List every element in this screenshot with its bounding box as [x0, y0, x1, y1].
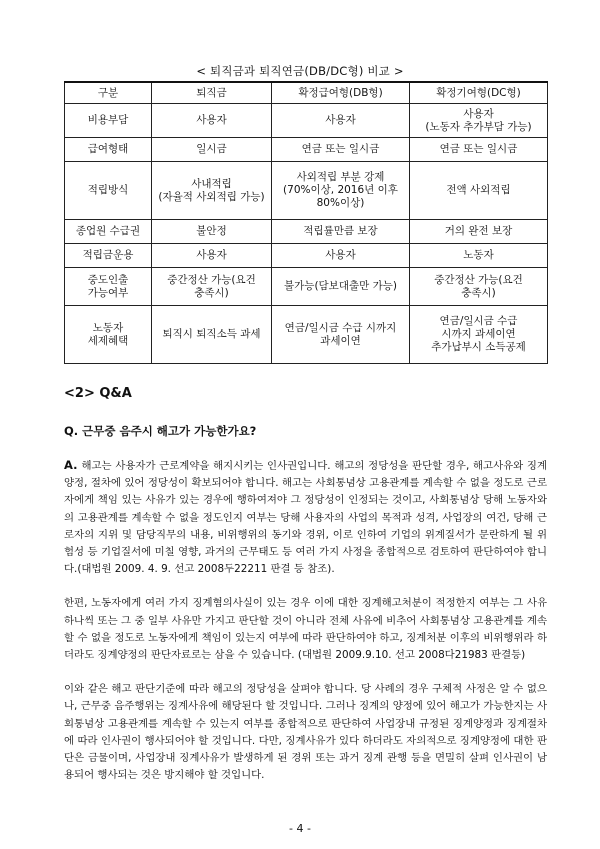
row-label: 적립금운용 [65, 244, 152, 268]
row-label: 중도인출 가능여부 [65, 268, 152, 306]
comparison-table [64, 81, 548, 364]
answer-paragraph [64, 457, 547, 578]
table-cell: 적립률만큼 보장 [272, 220, 410, 244]
table-row [65, 244, 548, 268]
table-cell: 사용자 [152, 104, 272, 138]
table-row [65, 268, 548, 306]
row-label: 노동자 세제혜택 [65, 306, 152, 364]
table-cell: 중간정산 가능(요건 충족시) [410, 268, 548, 306]
answer-label: A. [64, 458, 78, 472]
answer-paragraph: 이와 같은 해고 판단기준에 따라 해고의 정당성을 살펴야 합니다. 당 사례의 경우 구체적 사정은 알 수 없으나, 근무중 음주행위는 징계사유에 해당된다 할 것입니다. 그러나 징계의 양정에 있어 해고가 가능한지는 사회통념상 고용관계를 계속할 수 있는지 여부를 종합적으로 판단하여 사업장내 규정된 징계양정과 징계절차에 따라 인사권이 행사되어야 할 것입니다. 다만, 징계사유가 있다 하더라도 자의적으로 징계양정에 대한 판단은 금물이며, 사업장내 징계사유가 발생하게 된 경위 또는 과거 징계 관행 등을 면밀히 살펴 인사권이 남용되어 행사되는 것은 방지해야 할 것입니다. [64, 683, 547, 782]
answer-paragraph: 한편, 노동자에게 여러 가지 징계혐의사실이 있는 경우 이에 대한 징계해고처분이 적정한지 여부는 그 사유 하나씩 또는 그 중 일부 사유만 가지고 판단할 것이 아니라 전체 사유에 비추어 사회통념상 고용관계를 계속할 수 없을 정도로 노동자에게 책임이 있는지 여부에 따라 판단하여야 하고, 징계처분 이후의 비위행위라 하더라도 징계양정의 판단자료로는 삼을 수 있습니다. (대법원 2009.9.10. 선고 2008다21983 판결등) [64, 597, 547, 662]
table-cell: 사용자 [152, 244, 272, 268]
table-cell: 연금 또는 일시금 [410, 138, 548, 162]
table-cell: 전액 사외적립 [410, 162, 548, 220]
table-caption: < 퇴직금과 퇴직연금(DB/DC형) 비교 > [196, 64, 404, 78]
table-cell: 일시금 [152, 138, 272, 162]
table-cell: 불안정 [152, 220, 272, 244]
table-cell: 사내적립 (자율적 사외적립 가능) [152, 162, 272, 220]
table-header-row [65, 82, 548, 104]
section-title: <2> Q&A [64, 386, 132, 401]
table-cell: 중간정산 가능(요건 충족시) [152, 268, 272, 306]
header-dc-type: 확정기여형(DC형) [410, 82, 548, 104]
table-cell: 사외적립 부분 강제 (70%이상, 2016년 이후 80%이상) [272, 162, 410, 220]
answer-text: 해고는 사용자가 근로계약을 해지시키는 인사권입니다. 해고의 정당성을 판단할 경우, 해고사유와 징계양정, 절차에 있어 정당성이 확보되어야 합니다. 해고는 사회통념상 고용관계를 계속할 수 없을 정도로 근로자에게 책임 있는 사유가 있는 경우에 행하여져야 그 정당성이 인정되는 것이고, 사회통념상 당해 노동자와의 고용관계를 계속할 수 없을 정도인지 여부는 당해 사용자의 사업의 목적과 성격, 사업장의 여건, 당해 근로자의 지위 및 담당직무의 내용, 비위행위의 동기와 경위, 이로 인하여 기업의 위계질서가 문란하게 될 위험성 등 기업질서에 미칠 영향, 과거의 근무태도 등 여러 가지 사정을 종합적으로 검토하여 판단하여야 합니다.(대법원 2009. 4. 9. 선고 2008두22211 판결 등 참조). [64, 460, 547, 576]
table-cell: 연금/일시금 수급 시까지 과세이연 추가납부시 소득공제 [410, 306, 548, 364]
table-cell: 거의 완전 보장 [410, 220, 548, 244]
row-label: 비용부담 [65, 104, 152, 138]
table-row [65, 306, 548, 364]
row-label: 종업원 수급권 [65, 220, 152, 244]
header-category: 구분 [65, 82, 152, 104]
table-cell: 퇴직시 퇴직소득 과세 [152, 306, 272, 364]
table-cell: 사용자 (노동자 추가부담 가능) [410, 104, 548, 138]
table-row [65, 104, 548, 138]
header-db-type: 확정급여형(DB형) [272, 82, 410, 104]
table-cell: 사용자 [272, 104, 410, 138]
answer-body [64, 457, 547, 801]
table-cell: 사용자 [272, 244, 410, 268]
table-cell: 노동자 [410, 244, 548, 268]
row-label: 급여형태 [65, 138, 152, 162]
row-label: 적립방식 [65, 162, 152, 220]
header-severance-pay: 퇴직금 [152, 82, 272, 104]
table-row [65, 220, 548, 244]
table-cell: 연금 또는 일시금 [272, 138, 410, 162]
table-cell: 불가능(담보대출만 가능) [272, 268, 410, 306]
table-row [65, 138, 548, 162]
table-row [65, 162, 548, 220]
question-heading: Q. 근무중 음주시 해고가 가능한가요? [64, 424, 257, 438]
page-number: - 4 - [289, 822, 311, 835]
table-cell: 연금/일시금 수급 시까지 과세이연 [272, 306, 410, 364]
